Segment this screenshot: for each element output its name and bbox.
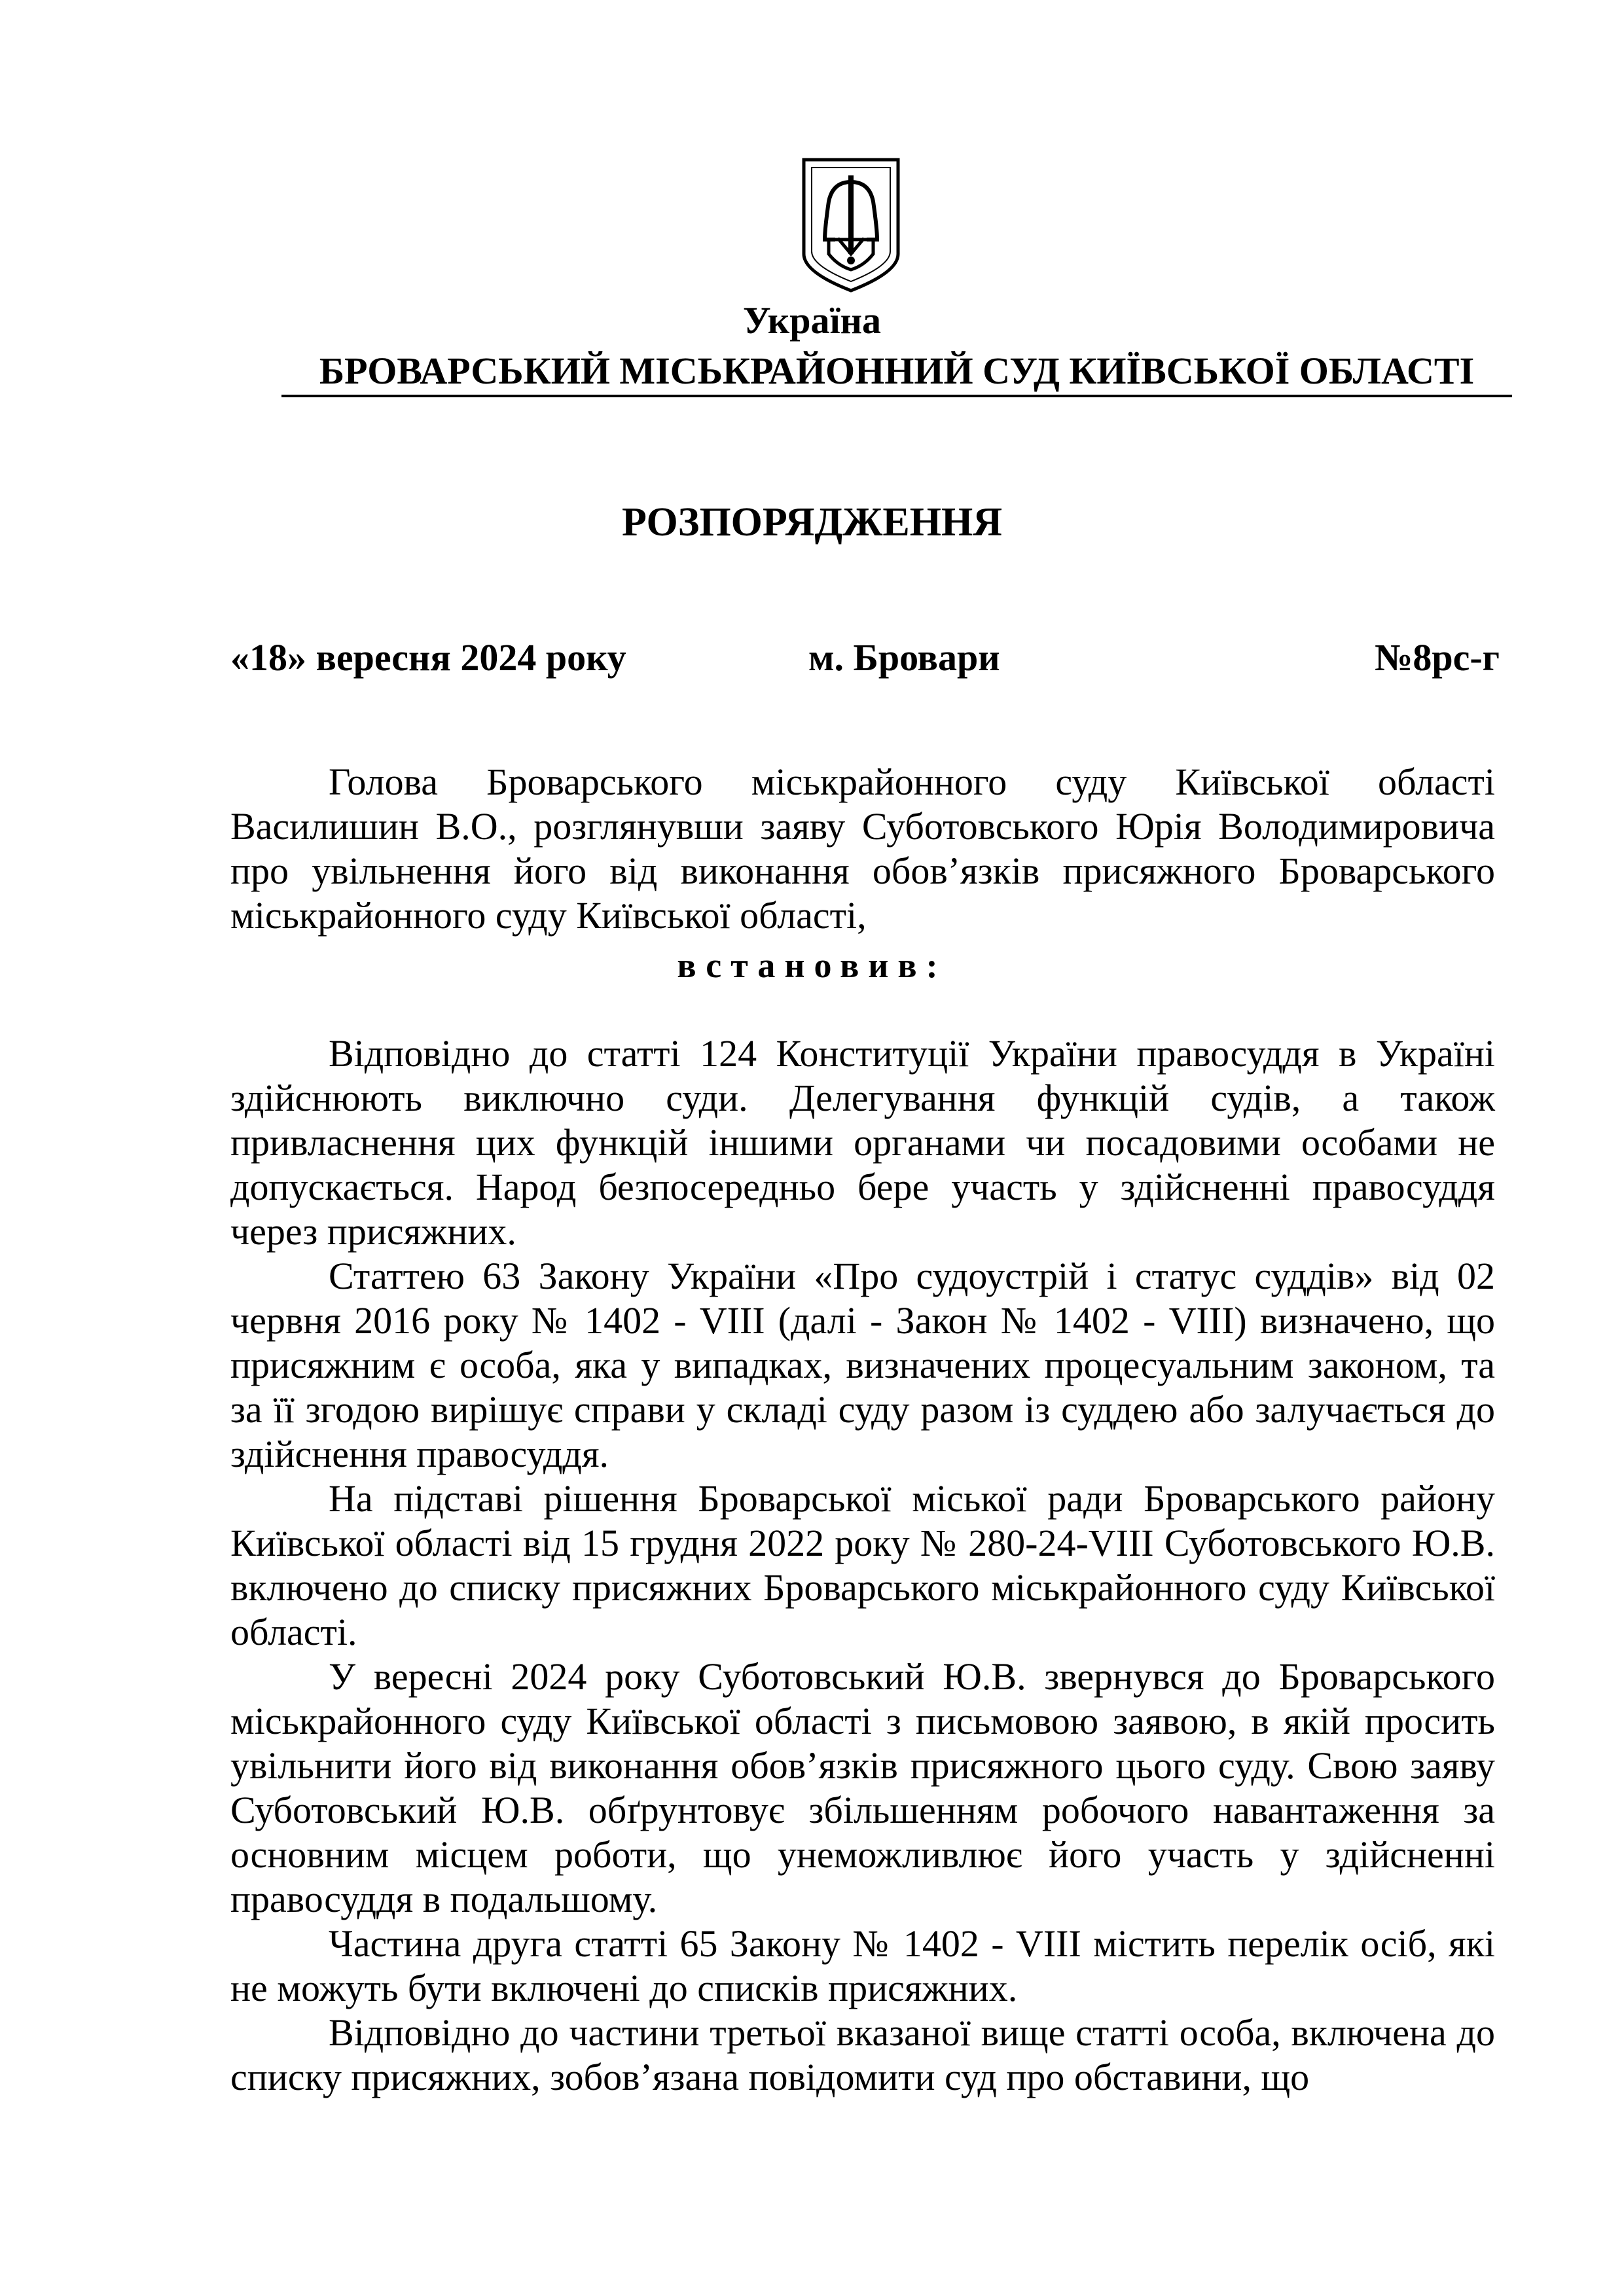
document-title: РОЗПОРЯДЖЕННЯ xyxy=(621,500,1002,545)
body-paragraph-2: Статтею 63 Закону України «Про судоустрій і статус суддів» від 02 червня 2016 року № 1402 - VIII (далі - Закон № 1402 - VIII) визначено, що присяжним є особа, яка у випадках, визначених процесуальним законом, та за її згодою вирішує справи у складі суду разом із суддею або залучається до здійснення правосуддя. xyxy=(230,1255,1495,1475)
coat-of-arms-icon xyxy=(799,156,903,295)
body-paragraph-5: Частина друга статті 65 Закону № 1402 - VIII містить перелік осіб, які не можуть бути включені до списків присяжних. xyxy=(230,1922,1495,2009)
body-paragraph-1: Відповідно до статті 124 Конституції України правосуддя в Україні здійснюють виключно суди. Делегування функцій судів, а також привласнення цих функцій іншими органами чи посадовими особами не допускається. Народ безпосередньо бере участь у здійсненні правосуддя через присяжних. xyxy=(230,1032,1495,1253)
order-date: «18» вересня 2024 року xyxy=(230,636,626,679)
body-paragraph-3: На підставі рішення Броварської міської ради Броварського району Київської області від 15 грудня 2022 року № 280-24-VIII Суботовського Ю.В. включено до списку присяжних Броварського міськрайонного суду Київської області. xyxy=(230,1477,1495,1653)
court-name: БРОВАРСЬКИЙ МІСЬКРАЙОННИЙ СУД КИЇВСЬКОЇ ОБЛАСТІ xyxy=(319,350,1475,392)
order-city: м. Бровари xyxy=(808,636,1000,679)
order-number: №8рс-г xyxy=(1375,636,1500,679)
intro-paragraph: Голова Броварського міськрайонного суду Київської області Василишин В.О., розглянувши заяву Суботовського Юрія Володимировича про увільнення його від виконання обов’язків присяжного Броварського міськрайонного суду Київської області, xyxy=(230,761,1495,937)
country-heading: Україна xyxy=(742,299,881,342)
court-underline xyxy=(281,395,1512,397)
body-paragraph-4: У вересні 2024 року Суботовський Ю.В. звернувся до Броварського міськрайонного суду Київської області з письмовою заявою, в якій просить увільнити його від виконання обов’язків присяжного цього суду. Свою заяву Суботовський Ю.В. обґрунтовує збільшенням робочого навантаження за основним місцем роботи, що унеможливлює його участь у здійсненні правосуддя в подальшому. xyxy=(230,1655,1495,1920)
body-paragraph-6: Відповідно до частини третьої вказаної вище статті особа, включена до списку присяжних, зобов’язана повідомити суд про обставини, що xyxy=(230,2011,1495,2098)
ruling-word: встановив: xyxy=(677,946,947,985)
